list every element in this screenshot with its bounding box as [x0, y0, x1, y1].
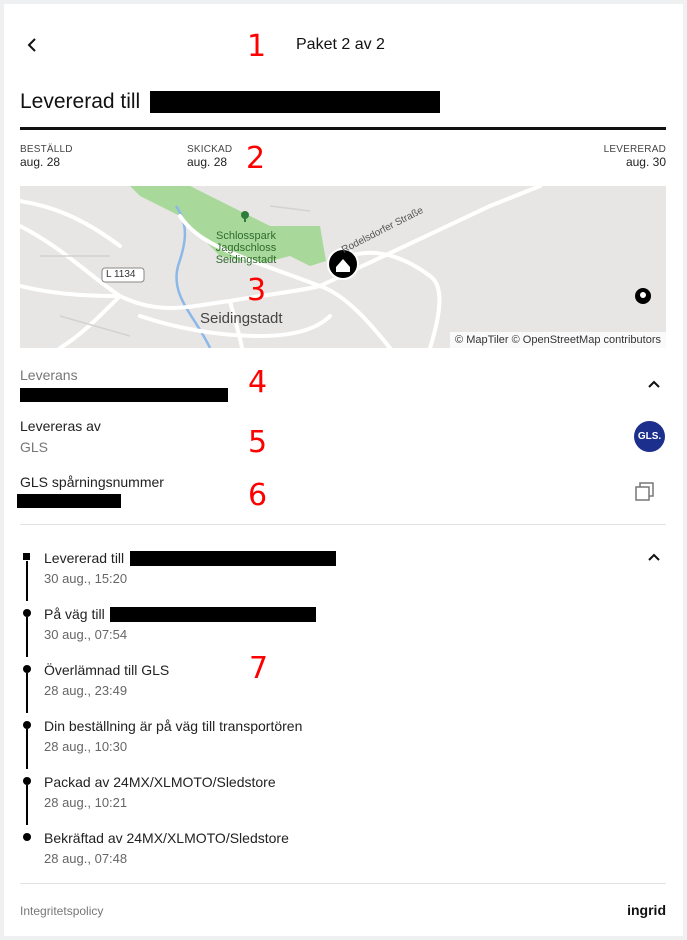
- timeline-time: 28 aug., 10:21: [44, 795, 128, 810]
- map-park-label: Schlosspark Jagdschloss Seidingstadt: [215, 230, 277, 266]
- step-label: LEVERERAD: [603, 144, 666, 155]
- annotation-3: 3: [247, 273, 267, 308]
- timeline-marker: [23, 721, 31, 729]
- carrier-label: Levereras av: [20, 418, 101, 434]
- redacted-tracking-number: [17, 494, 121, 508]
- timeline-connector: [26, 673, 28, 713]
- timeline-time: 28 aug., 10:30: [44, 739, 128, 754]
- timeline-connector: [26, 729, 28, 769]
- section-divider: [20, 524, 666, 525]
- tracking-label: GLS spårningsnummer: [20, 474, 164, 490]
- timeline-time: 28 aug., 23:49: [44, 683, 128, 698]
- privacy-link[interactable]: Integritetspolicy: [20, 904, 104, 918]
- gls-logo: [634, 421, 665, 452]
- chevron-up-icon: [644, 547, 664, 567]
- delivered-heading: Levererad till: [20, 90, 141, 113]
- timeline-marker: [23, 777, 31, 785]
- map-attribution[interactable]: © MapTiler © OpenStreetMap contributors: [450, 332, 666, 348]
- delivery-label: Leverans: [20, 367, 78, 383]
- collapse-timeline-button[interactable]: [644, 547, 664, 567]
- step-label: SKICKAD: [187, 144, 233, 155]
- timeline-title: Bekräftad av 24MX/XLMOTO/Sledstore: [44, 830, 289, 846]
- chevron-left-icon: [22, 34, 44, 56]
- progress-bar: [20, 127, 666, 130]
- timeline-title: På väg till: [44, 606, 105, 622]
- timeline-marker: [23, 665, 31, 673]
- timeline-title: Överlämnad till GLS: [44, 662, 170, 678]
- page-title: Paket 2 av 2: [296, 36, 385, 53]
- map-graphic: [20, 186, 666, 348]
- map-town-label: Seidingstadt: [200, 310, 283, 327]
- annotation-1: 1: [247, 29, 267, 64]
- step-date: aug. 28: [187, 155, 228, 169]
- map-road-badge: L 1134: [106, 269, 136, 280]
- copy-tracking-button[interactable]: [634, 481, 656, 503]
- timeline-marker: [23, 609, 31, 617]
- timeline-time: 28 aug., 07:48: [44, 851, 128, 866]
- redacted-address: [150, 91, 440, 113]
- progress-step-delivered: [604, 144, 666, 169]
- map-road-label: Rodelsdorfer Straße: [340, 205, 426, 256]
- copy-icon: [634, 481, 656, 503]
- progress-step-ordered: [20, 144, 73, 169]
- timeline-title: Packad av 24MX/XLMOTO/Sledstore: [44, 774, 276, 790]
- timeline-title: Din beställning är på väg till transportören: [44, 718, 303, 734]
- timeline-connector: [26, 785, 28, 825]
- redacted-address: [130, 551, 336, 566]
- back-button[interactable]: [22, 34, 44, 56]
- delivery-map[interactable]: [20, 186, 666, 348]
- timeline-time: 30 aug., 07:54: [44, 627, 128, 642]
- annotation-7: 7: [249, 651, 269, 686]
- carrier-value: GLS: [20, 439, 49, 455]
- step-date: aug. 28: [20, 155, 61, 169]
- redacted-address: [110, 607, 316, 622]
- ingrid-logo: ingrid: [627, 902, 666, 918]
- tracking-card: [4, 4, 683, 936]
- timeline-time: 30 aug., 15:20: [44, 571, 128, 586]
- timeline-connector: [26, 617, 28, 657]
- annotation-2: 2: [246, 141, 266, 176]
- annotation-4: 4: [248, 365, 268, 400]
- step-date: aug. 30: [625, 155, 666, 169]
- footer-divider: [20, 883, 666, 884]
- chevron-up-icon: [644, 374, 664, 394]
- annotation-6: 6: [248, 478, 268, 513]
- timeline-marker-current: [23, 553, 30, 560]
- gls-logo-text: GLS.: [637, 431, 662, 442]
- progress-step-shipped: [187, 144, 232, 169]
- annotation-5: 5: [248, 425, 268, 460]
- redacted-delivery-address: [20, 388, 228, 402]
- timeline-connector: [26, 561, 28, 601]
- timeline-marker: [23, 833, 31, 841]
- step-label: BESTÄLLD: [20, 144, 73, 155]
- timeline-title: Levererad till: [44, 550, 125, 566]
- collapse-delivery-button[interactable]: [644, 374, 664, 394]
